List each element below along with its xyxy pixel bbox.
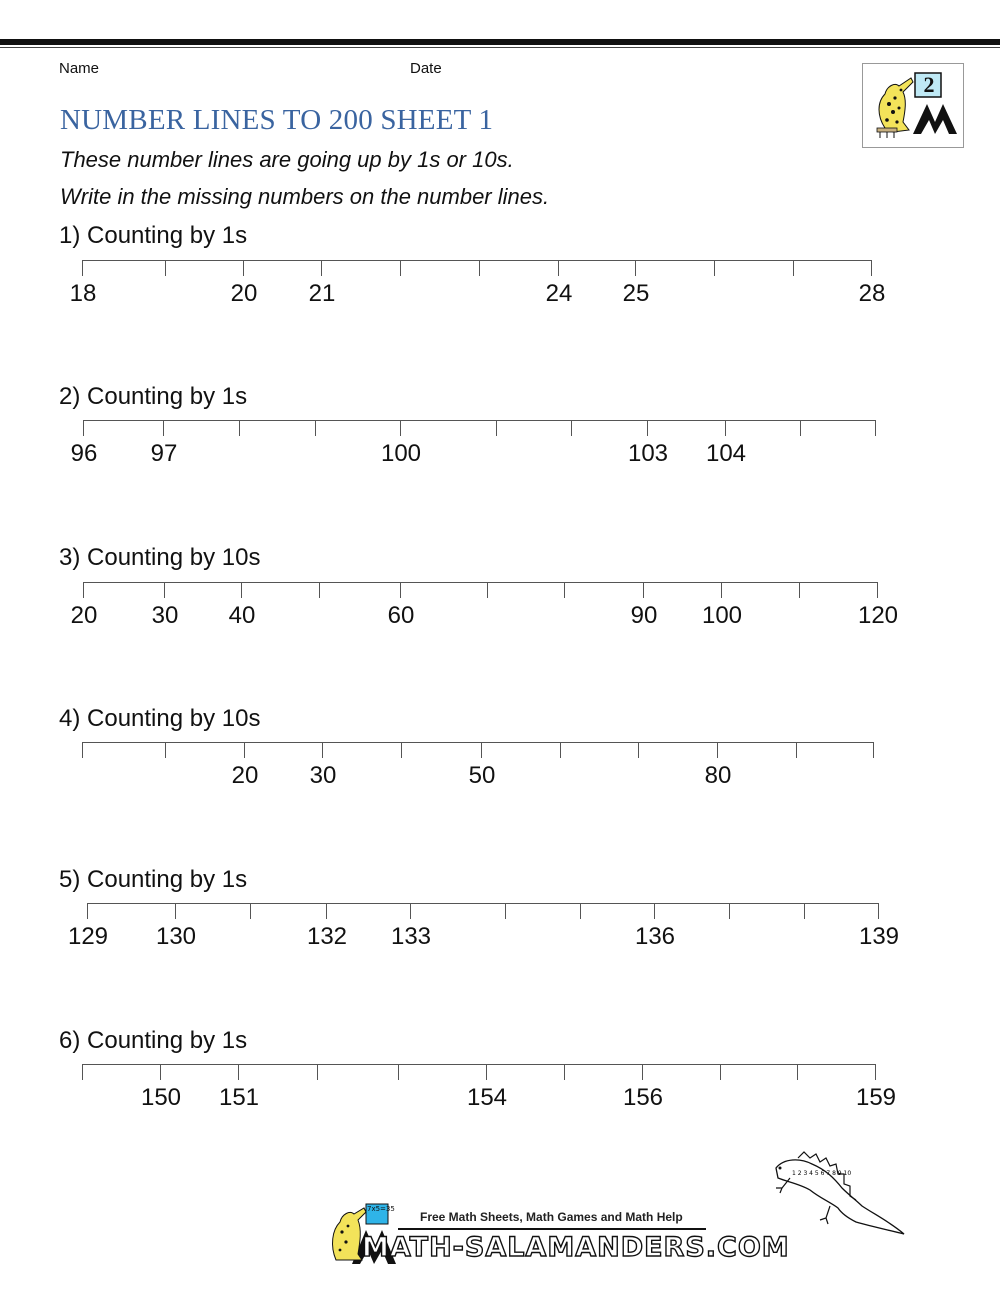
tick-mark (401, 742, 402, 758)
tick-mark (642, 1064, 643, 1080)
tick-mark (725, 420, 726, 436)
tick-mark (496, 420, 497, 436)
number-label: 90 (630, 602, 658, 629)
number-line (83, 582, 878, 583)
number-label: 30 (309, 762, 337, 789)
footer-tagline: Free Math Sheets, Math Games and Math Help (420, 1210, 683, 1224)
number-label: 156 (622, 1084, 664, 1111)
number-label: 20 (231, 762, 259, 789)
tick-mark (326, 903, 327, 919)
tick-mark (481, 742, 482, 758)
number-label: 104 (705, 440, 747, 467)
tick-mark (647, 420, 648, 436)
number-label: 159 (855, 1084, 897, 1111)
tick-mark (714, 260, 715, 276)
tick-mark (319, 582, 320, 598)
tick-mark (82, 260, 83, 276)
tick-mark (164, 582, 165, 598)
name-label: Name (59, 60, 100, 77)
tick-mark (400, 260, 401, 276)
number-label: 28 (858, 280, 886, 307)
number-label: 103 (627, 440, 669, 467)
number-label: 100 (701, 602, 743, 629)
tick-mark (83, 420, 84, 436)
tick-mark (654, 903, 655, 919)
tick-mark (558, 260, 559, 276)
number-label: 130 (155, 923, 197, 950)
number-label: 20 (230, 280, 258, 307)
tick-mark (635, 260, 636, 276)
tick-mark (721, 582, 722, 598)
number-line (87, 903, 879, 904)
tick-mark (322, 742, 323, 758)
tick-mark (564, 582, 565, 598)
number-line (83, 420, 876, 421)
number-label: 139 (858, 923, 900, 950)
number-label: 25 (622, 280, 650, 307)
tick-mark (793, 260, 794, 276)
tick-mark (165, 742, 166, 758)
date-label: Date (410, 60, 442, 77)
number-label: 150 (140, 1084, 182, 1111)
tick-mark (241, 582, 242, 598)
tick-mark (487, 582, 488, 598)
tick-mark (410, 903, 411, 919)
tick-mark (878, 903, 879, 919)
number-label: 100 (380, 440, 422, 467)
tick-mark (87, 903, 88, 919)
number-label: 21 (308, 280, 336, 307)
tick-mark (580, 903, 581, 919)
tick-mark (82, 742, 83, 758)
grade-badge: 2 (923, 72, 935, 97)
tick-mark (479, 260, 480, 276)
tick-mark (239, 420, 240, 436)
top-border-thick (0, 39, 1000, 45)
number-label: 132 (306, 923, 348, 950)
grade-logo (862, 63, 964, 148)
question-label: 3) Counting by 10s (59, 544, 261, 571)
salamander-easel-icon (863, 64, 963, 147)
number-line (82, 742, 874, 743)
tick-mark (160, 1064, 161, 1080)
tick-mark (800, 420, 801, 436)
number-label: 24 (545, 280, 573, 307)
footer-site-link[interactable]: MATH-SALAMANDERS.COM (362, 1232, 790, 1263)
number-label: 18 (69, 280, 97, 307)
svg-text:1 2 3 4 5 6 7 8 9 10: 1 2 3 4 5 6 7 8 9 10 (792, 1170, 852, 1177)
tick-mark (250, 903, 251, 919)
tick-mark (571, 420, 572, 436)
question-label: 2) Counting by 1s (59, 383, 248, 410)
tick-mark (643, 582, 644, 598)
salamander-drawing-icon (770, 1148, 910, 1243)
tick-mark (321, 260, 322, 276)
tick-mark (877, 582, 878, 598)
number-label: 50 (468, 762, 496, 789)
tick-mark (638, 742, 639, 758)
number-label: 80 (704, 762, 732, 789)
tick-mark (315, 420, 316, 436)
tick-mark (871, 260, 872, 276)
tick-mark (317, 1064, 318, 1080)
instruction-line-2: Write in the missing numbers on the number lines. (60, 184, 550, 209)
tick-mark (238, 1064, 239, 1080)
number-label: 151 (218, 1084, 260, 1111)
top-border-thin (0, 47, 1000, 48)
number-label: 60 (387, 602, 415, 629)
number-label: 154 (466, 1084, 508, 1111)
tick-mark (400, 420, 401, 436)
tick-mark (804, 903, 805, 919)
tick-mark (243, 260, 244, 276)
tick-mark (717, 742, 718, 758)
tick-mark (244, 742, 245, 758)
instruction-line-1: These number lines are going up by 1s or 10s. (60, 147, 514, 172)
number-label: 96 (70, 440, 98, 467)
number-label: 133 (390, 923, 432, 950)
tick-mark (175, 903, 176, 919)
tick-mark (720, 1064, 721, 1080)
number-line (82, 260, 872, 261)
tick-mark (163, 420, 164, 436)
number-label: 97 (150, 440, 178, 467)
tick-mark (564, 1064, 565, 1080)
question-label: 1) Counting by 1s (59, 222, 248, 249)
tick-mark (796, 742, 797, 758)
number-label: 20 (70, 602, 98, 629)
tick-mark (875, 420, 876, 436)
tick-mark (82, 1064, 83, 1080)
footer-board-text: 7x5=35 (367, 1205, 395, 1213)
tick-mark (560, 742, 561, 758)
number-label: 30 (151, 602, 179, 629)
number-label: 40 (228, 602, 256, 629)
tick-mark (797, 1064, 798, 1080)
number-line (82, 1064, 876, 1065)
number-label: 120 (857, 602, 899, 629)
tick-mark (875, 1064, 876, 1080)
tick-mark (400, 582, 401, 598)
tick-mark (799, 582, 800, 598)
worksheet-title: NUMBER LINES TO 200 SHEET 1 (60, 104, 494, 136)
question-label: 6) Counting by 1s (59, 1027, 248, 1054)
tick-mark (83, 582, 84, 598)
tick-mark (486, 1064, 487, 1080)
tick-mark (165, 260, 166, 276)
tick-mark (729, 903, 730, 919)
tick-mark (873, 742, 874, 758)
tick-mark (398, 1064, 399, 1080)
footer-rule (398, 1228, 706, 1230)
number-label: 129 (67, 923, 109, 950)
question-label: 5) Counting by 1s (59, 866, 248, 893)
question-label: 4) Counting by 10s (59, 705, 261, 732)
tick-mark (505, 903, 506, 919)
number-label: 136 (634, 923, 676, 950)
